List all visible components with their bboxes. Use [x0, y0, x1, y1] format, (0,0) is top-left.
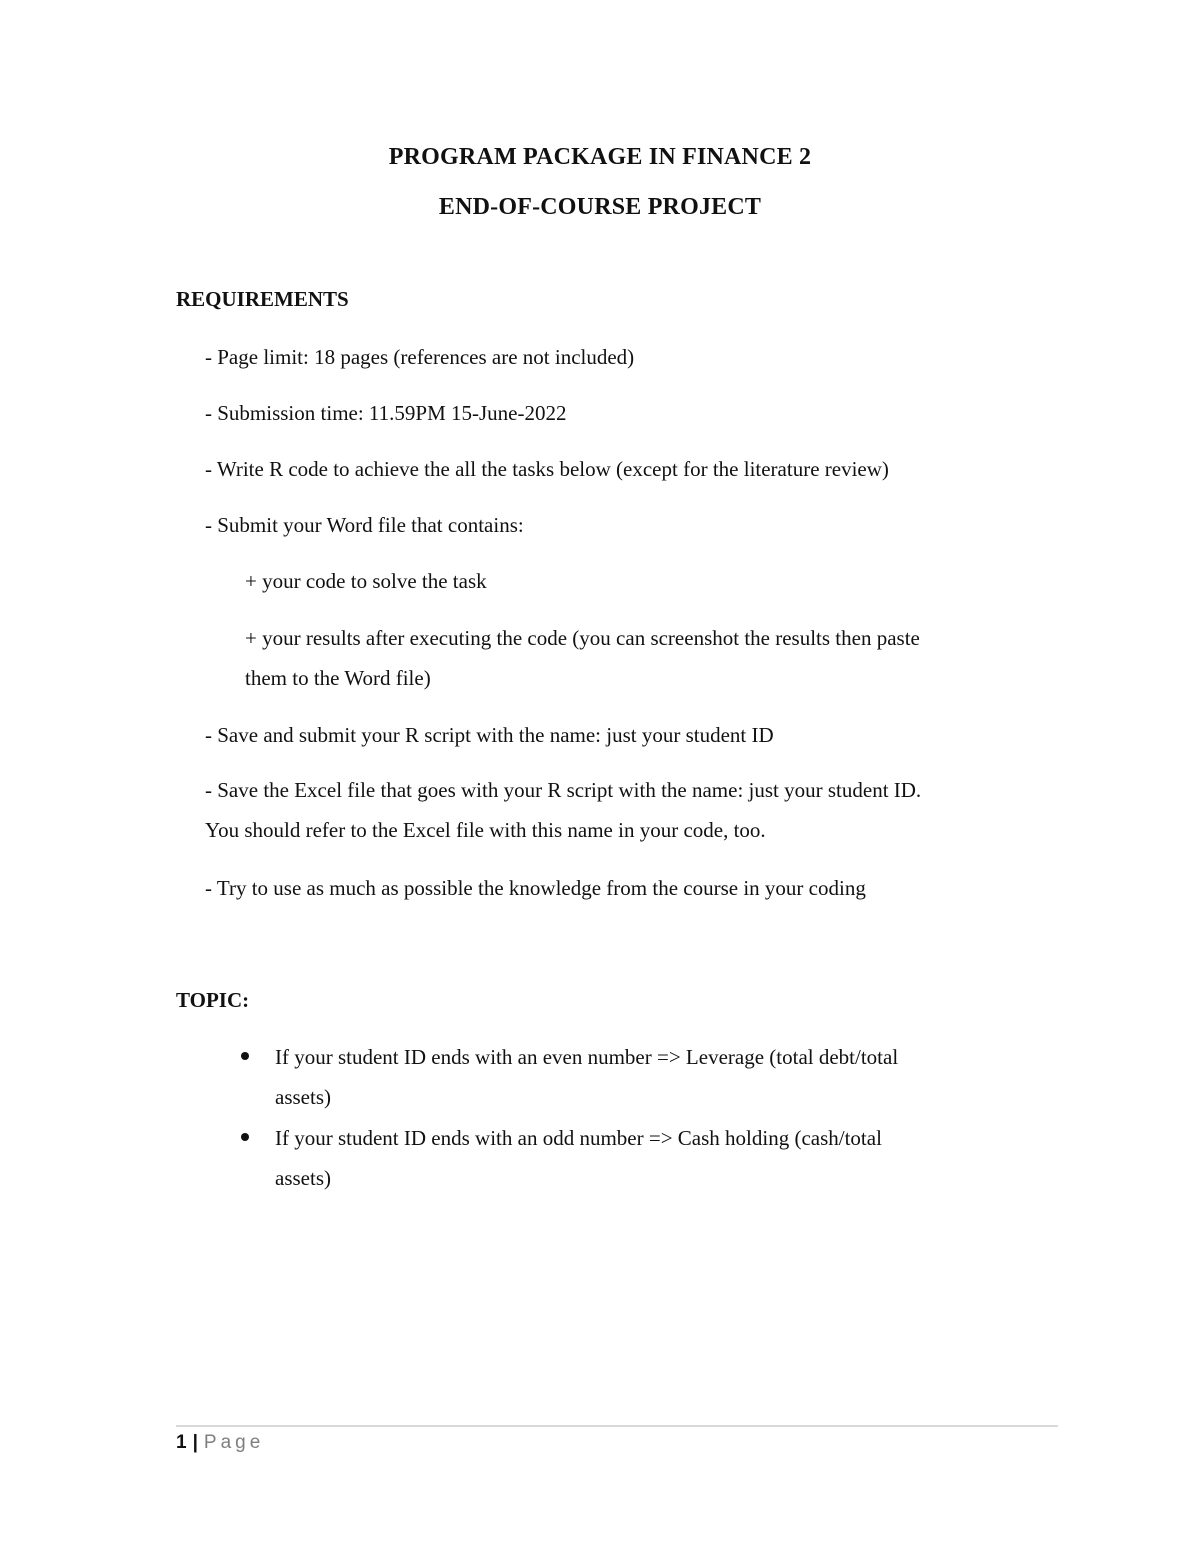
topic-heading: TOPIC: [176, 988, 250, 1012]
requirement-sub-item-continued: them to the Word file) [245, 666, 431, 690]
page-label: Page [203, 1432, 265, 1453]
footer-divider [176, 1425, 1058, 1427]
bullet-dot-icon [241, 1133, 249, 1141]
document-title: PROGRAM PACKAGE IN FINANCE 2 [388, 144, 812, 170]
requirement-item: - Write R code to achieve the all the tasks below (except for the literature review) [205, 457, 889, 481]
requirement-item-continued: You should refer to the Excel file with this name in your code, too. [205, 818, 766, 842]
topic-bullet-text: If your student ID ends with an odd number => Cash holding (cash/total [275, 1126, 882, 1150]
topic-bullet-text: If your student ID ends with an even number => Leverage (total debt/total [275, 1045, 899, 1069]
topic-bullet-text-continued: assets) [275, 1166, 331, 1190]
requirement-item: - Submit your Word file that contains: [205, 513, 524, 537]
footer-separator: | [192, 1432, 198, 1453]
requirement-item: - Try to use as much as possible the knowledge from the course in your coding [205, 876, 866, 900]
requirements-heading: REQUIREMENTS [176, 287, 349, 311]
requirement-item: - Submission time: 11.59PM 15-June-2022 [205, 401, 567, 425]
bullet-dot-icon [241, 1052, 249, 1060]
requirement-sub-item: + your code to solve the task [245, 569, 487, 593]
requirement-item: - Save the Excel file that goes with your R script with the name: just your student ID. [205, 778, 922, 802]
requirement-sub-item: + your results after executing the code (you can screenshot the results then paste [245, 626, 920, 650]
page-footer [176, 1432, 264, 1454]
requirement-item: - Save and submit your R script with the name: just your student ID [205, 723, 774, 747]
topic-bullet-text-continued: assets) [275, 1085, 331, 1109]
requirement-item: - Page limit: 18 pages (references are not included) [205, 345, 635, 369]
page-number: 1 [176, 1432, 187, 1453]
document-subtitle: END-OF-COURSE PROJECT [438, 194, 762, 220]
